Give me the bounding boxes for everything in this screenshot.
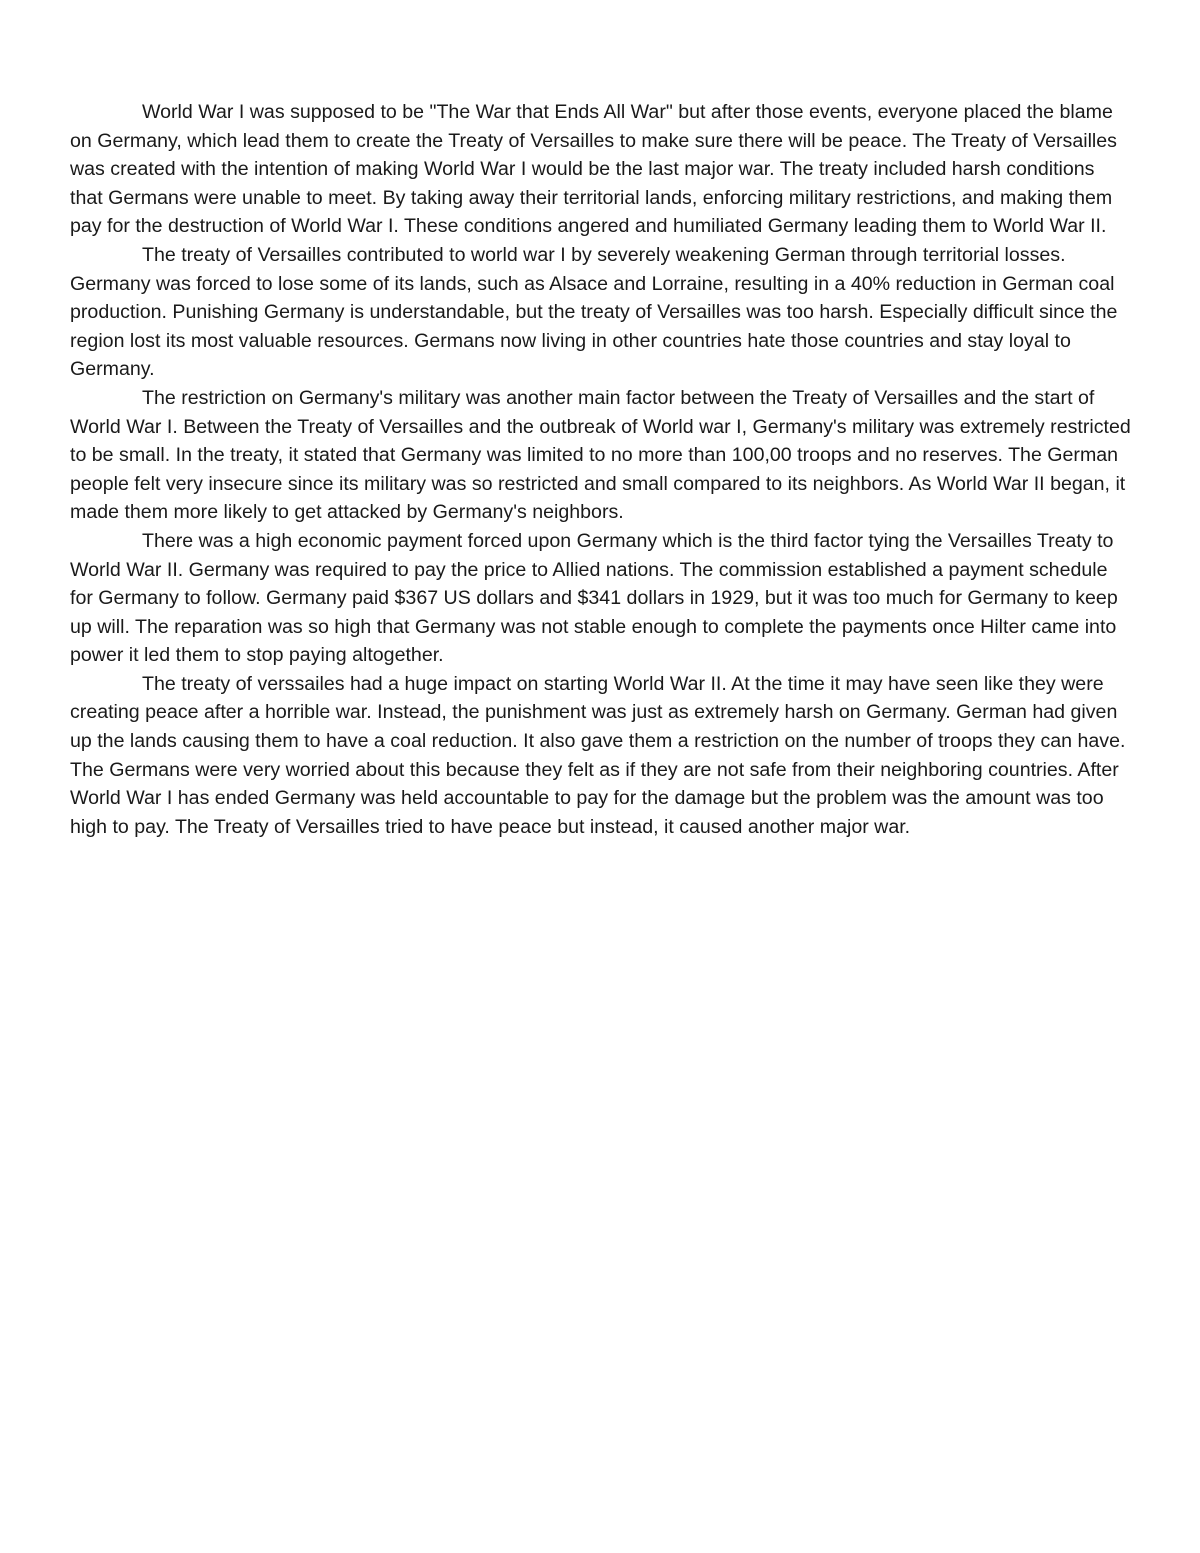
paragraph-4: There was a high economic payment forced upon Germany which is the third factor tying the Versailles Treaty to World War II. Germany was required to pay the price to Allied nations. The commission established a payment schedule for Germany to follow. Germany paid $367 US dollars and $341 dollars in 1929, but it was too much for Germany to keep up will. The reparation was so high that Germany was not stable enough to complete the payments once Hilter came into power it led them to stop paying altogether. xyxy=(70,529,1118,667)
paragraph-2: The treaty of Versailles contributed to world war I by severely weakening German through territorial losses. Germany was forced to lose some of its lands, such as Alsace and Lorraine, resulting in a 40% reduction in German coal production. Punishing Germany is understandable, but the treaty of Versailles was too harsh. Especially difficult since the region lost its most valuable resources. Germans now living in other countries hate those countries and stay loyal to Germany. xyxy=(70,243,1118,381)
essay-body xyxy=(70,98,1132,841)
paragraph-5: The treaty of verssailes had a huge impact on starting World War II. At the time it may have seen like they were creating peace after a horrible war. Instead, the punishment was just as extremely harsh on Germany. German had given up the lands causing them to have a coal reduction. It also gave them a restriction on the number of troops they can have. The Germans were very worried about this because they felt as if they are not safe from their neighboring countries. After World War I has ended Germany was held accountable to pay for the damage but the problem was the amount was too high to pay. The Treaty of Versailles tried to have peace but instead, it caused another major war. xyxy=(70,672,1126,838)
paragraph-3: The restriction on Germany's military was another main factor between the Treaty of Versailles and the start of World War I. Between the Treaty of Versailles and the outbreak of World war I, Germany's military was extremely restricted to be small. In the treaty, it stated that Germany was limited to no more than 100,00 troops and no reserves. The German people felt very insecure since its military was so restricted and small compared to its neighbors. As World War II began, it made them more likely to get attacked by Germany's neighbors. xyxy=(70,386,1131,524)
paragraph-1: World War I was supposed to be "The War that Ends All War" but after those events, everyone placed the blame on Germany, which lead them to create the Treaty of Versailles to make sure there will be peace. The Treaty of Versailles was created with the intention of making World War I would be the last major war. The treaty included harsh conditions that Germans were unable to meet. By taking away their territorial lands, enforcing military restrictions, and making them pay for the destruction of World War I. These conditions angered and humiliated Germany leading them to World War II. xyxy=(70,101,1117,238)
